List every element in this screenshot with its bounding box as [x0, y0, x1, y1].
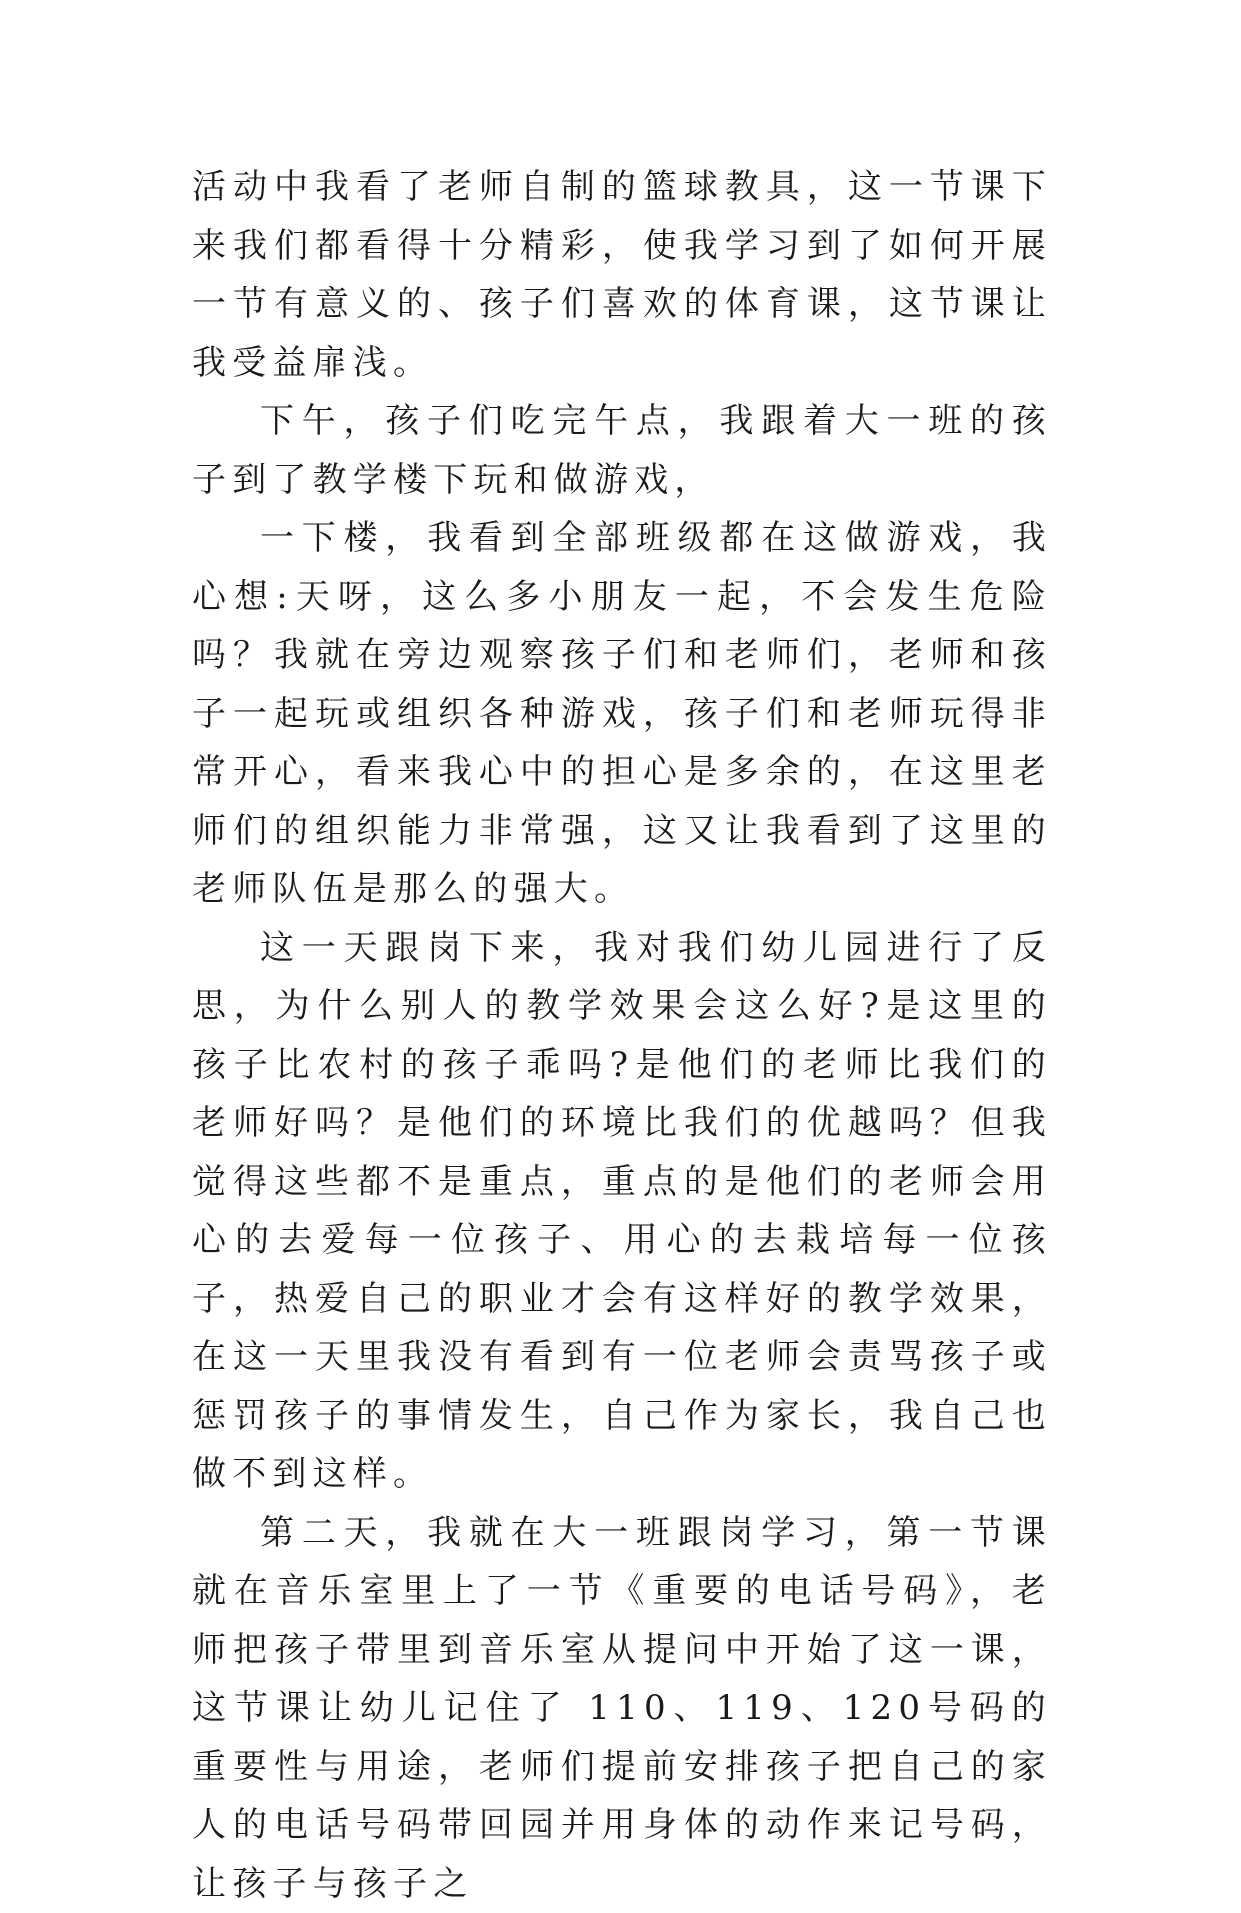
paragraph: 下午，孩子们吃完午点，我跟着大一班的孩子到了教学楼下玩和做游戏，	[192, 392, 1052, 509]
paragraph: 第二天，我就在大一班跟岗学习，第一节课就在音乐室里上了一节《重要的电话号码》，老师把孩子带里到音乐室从提问中开始了这一课，这节课让幼儿记住了 110、119、120号码的重要性与用途，老师们提前安排孩子把自己的家人的电话号码带回园并用身体的动作来记号码，让孩子与孩子之	[192, 1504, 1052, 1913]
body-text	[192, 158, 1052, 1913]
paragraph: 活动中我看了老师自制的篮球教具，这一节课下来我们都看得十分精彩，使我学习到了如何开展一节有意义的、孩子们喜欢的体育课，这节课让我受益扉浅。	[192, 158, 1052, 392]
paragraph: 这一天跟岗下来，我对我们幼儿园进行了反思，为什么别人的教学效果会这么好?是这里的孩子比农村的孩子乖吗?是他们的老师比我们的老师好吗？是他们的环境比我们的优越吗？但我觉得这些都不是重点，重点的是他们的老师会用心的去爱每一位孩子、用心的去栽培每一位孩子，热爱自己的职业才会有这样好的教学效果，在这一天里我没有看到有一位老师会责骂孩子或惩罚孩子的事情发生，自己作为家长，我自己也做不到这样。	[192, 919, 1052, 1504]
paragraph: 一下楼，我看到全部班级都在这做游戏，我心想:天呀，这么多小朋友一起，不会发生危险吗？我就在旁边观察孩子们和老师们，老师和孩子一起玩或组织各种游戏，孩子们和老师玩得非常开心，看来我心中的担心是多余的，在这里老师们的组织能力非常强，这又让我看到了这里的老师队伍是那么的强大。	[192, 509, 1052, 919]
